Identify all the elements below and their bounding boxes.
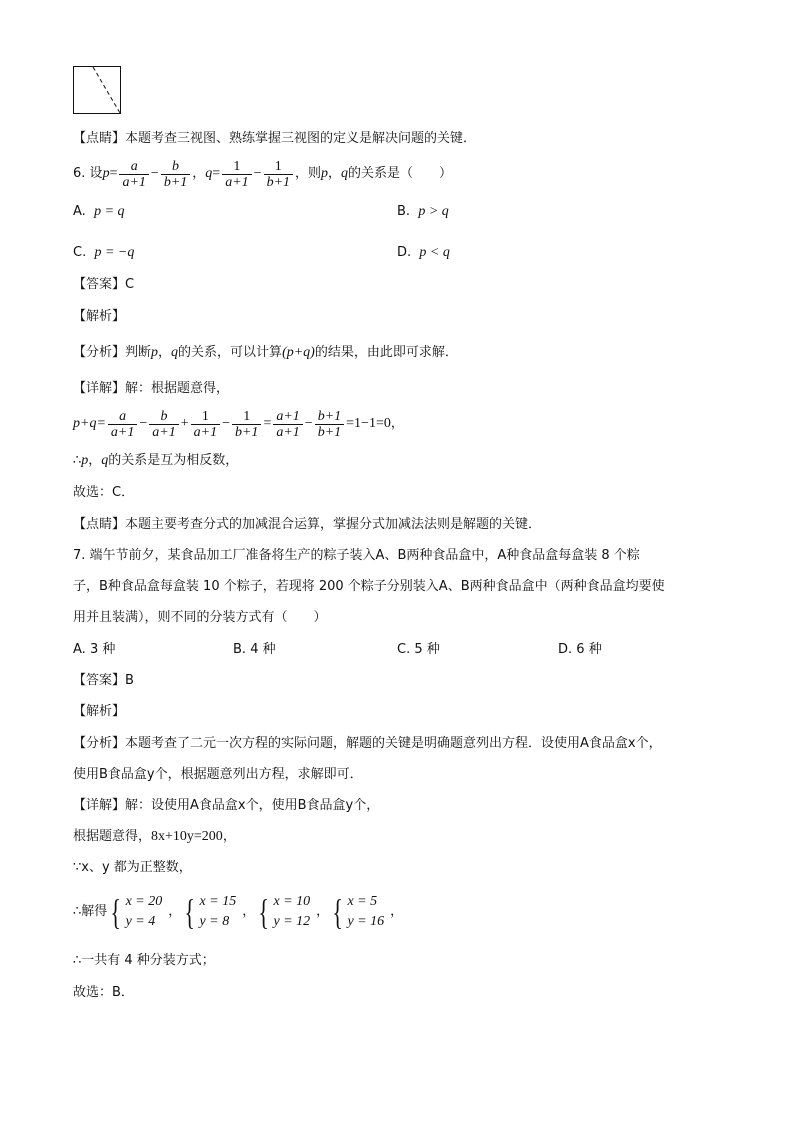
question-number: 6.	[73, 166, 86, 181]
three-view-figure	[73, 66, 121, 114]
answer-value: C	[125, 277, 135, 292]
option-b[interactable]: B. 4 种	[233, 642, 276, 657]
q6-stem: 6. 设 p = $\frac{a}{a+1}$ − $\frac{b}{b+1}$ ， q = $\frac{1}{a+1}$ − $\frac{1}{b+1}$ ，则 p ， q 的关系是（ ）	[73, 158, 453, 190]
q7-count: ∴一共有 4 种分装方式；	[73, 953, 215, 968]
q7-stem-line3: 用并且装满），则不同的分装方式有（ ）	[73, 610, 327, 625]
fraction: $\frac{a}{a+1}$	[119, 159, 148, 190]
var-q: q	[205, 166, 213, 181]
then-text: ，则	[295, 166, 322, 181]
var-p: p	[102, 166, 110, 181]
q6-analysis-tag: 【解析】	[73, 309, 126, 324]
q6-comment: 【点睛】本题主要考查分式的加减混合运算，掌握分式加减法法则是解题的关键．	[73, 517, 542, 532]
fraction: $\frac{b}{b+1}$	[161, 159, 190, 190]
solution-system: { x = 5 y = 16	[332, 892, 385, 932]
q6-fenxi: 【分析】判断p，q的关系，可以计算(p+q)的结果，由此即可求解．	[73, 345, 458, 360]
q7-answer: 【答案】B	[73, 673, 134, 688]
q7-fenxi-line2: 使用B食品盒y个，根据题意列出方程，求解即可．	[73, 767, 363, 782]
eq-sign: =	[212, 166, 221, 181]
q6-conclusion: ∴p，q的关系是互为相反数，	[73, 453, 239, 468]
option-a[interactable]: A. p = q	[73, 204, 125, 219]
eq-sign: =	[109, 166, 118, 181]
option-c[interactable]: C. p = −q	[73, 245, 135, 260]
option-b[interactable]: B. p > q	[397, 204, 449, 219]
q7-stem-line1: 7. 端午节前夕，某食品加工厂准备将生产的粽子装入A、B两种食品盒中，A种食品盒每盒装 8 个粽	[73, 548, 640, 563]
fraction: $\frac{1}{b+1}$	[264, 159, 293, 190]
option-a[interactable]: A. 3 种	[73, 642, 116, 657]
answer-tag: 【答案】	[73, 277, 126, 292]
q7-detail: 【详解】解：设使用A食品盒x个，使用B食品盒y个，	[73, 798, 380, 813]
solution-system: { x = 15 y = 8	[184, 892, 237, 932]
q6-detail: 【详解】解：根据题意得，	[73, 381, 230, 396]
stem-prefix: 设	[89, 166, 103, 181]
q6-answer	[73, 276, 134, 294]
comment-text: 本题考查三视图、熟练掌握三视图的定义是解决问题的关键．	[125, 131, 477, 146]
q5-comment	[73, 130, 476, 148]
minus-sign: −	[253, 166, 262, 181]
q7-fenxi-line1: 【分析】本题考查了二元一次方程的实际问题，解题的关键是明确题意列出方程．设使用A食品盒x个，	[73, 736, 662, 751]
q7-solutions: ∴解得 { x = 20 y = 4 ， { x = 15 y = 8 ， { x = 10 y = 12 ， { x = 5 y = 16 ，	[73, 892, 404, 932]
comment-tag: 【点睛】	[73, 131, 126, 146]
q7-stem-line2: 子，B种食品盒每盒装 10 个粽子，若现将 200 个粽子分别装入A、B两种食品盒中（两种食品盒均要使	[73, 579, 665, 594]
q6-calculation: p+q= $\frac{a}{a+1}$ − $\frac{b}{a+1}$ + $\frac{1}{a+1}$ − $\frac{1}{b+1}$ = $\frac{a+1}{a+1}$ − $\frac{b+1}{b+1}$ =1−1=0 ，	[73, 408, 404, 440]
fraction: $\frac{1}{a+1}$	[222, 159, 251, 190]
minus-sign: −	[150, 166, 159, 181]
solution-system: { x = 20 y = 4	[110, 892, 163, 932]
q7-equation: 根据题意得，8x+10y=200，	[73, 829, 236, 844]
option-d[interactable]: D. 6 种	[558, 642, 602, 657]
option-d[interactable]: D. p < q	[397, 245, 450, 260]
q7-analysis-tag: 【解析】	[73, 704, 126, 719]
option-c[interactable]: C. 5 种	[397, 642, 440, 657]
q7-because: ∵x、y 都为正整数，	[73, 860, 192, 875]
comma: ，	[192, 166, 206, 181]
square-diagram	[73, 66, 121, 114]
relation-text: 的关系是（ ）	[348, 166, 453, 181]
solution-system: { x = 10 y = 12	[258, 892, 311, 932]
q7-choose: 故选：B．	[73, 985, 134, 1000]
q6-choose: 故选：C．	[73, 485, 135, 500]
